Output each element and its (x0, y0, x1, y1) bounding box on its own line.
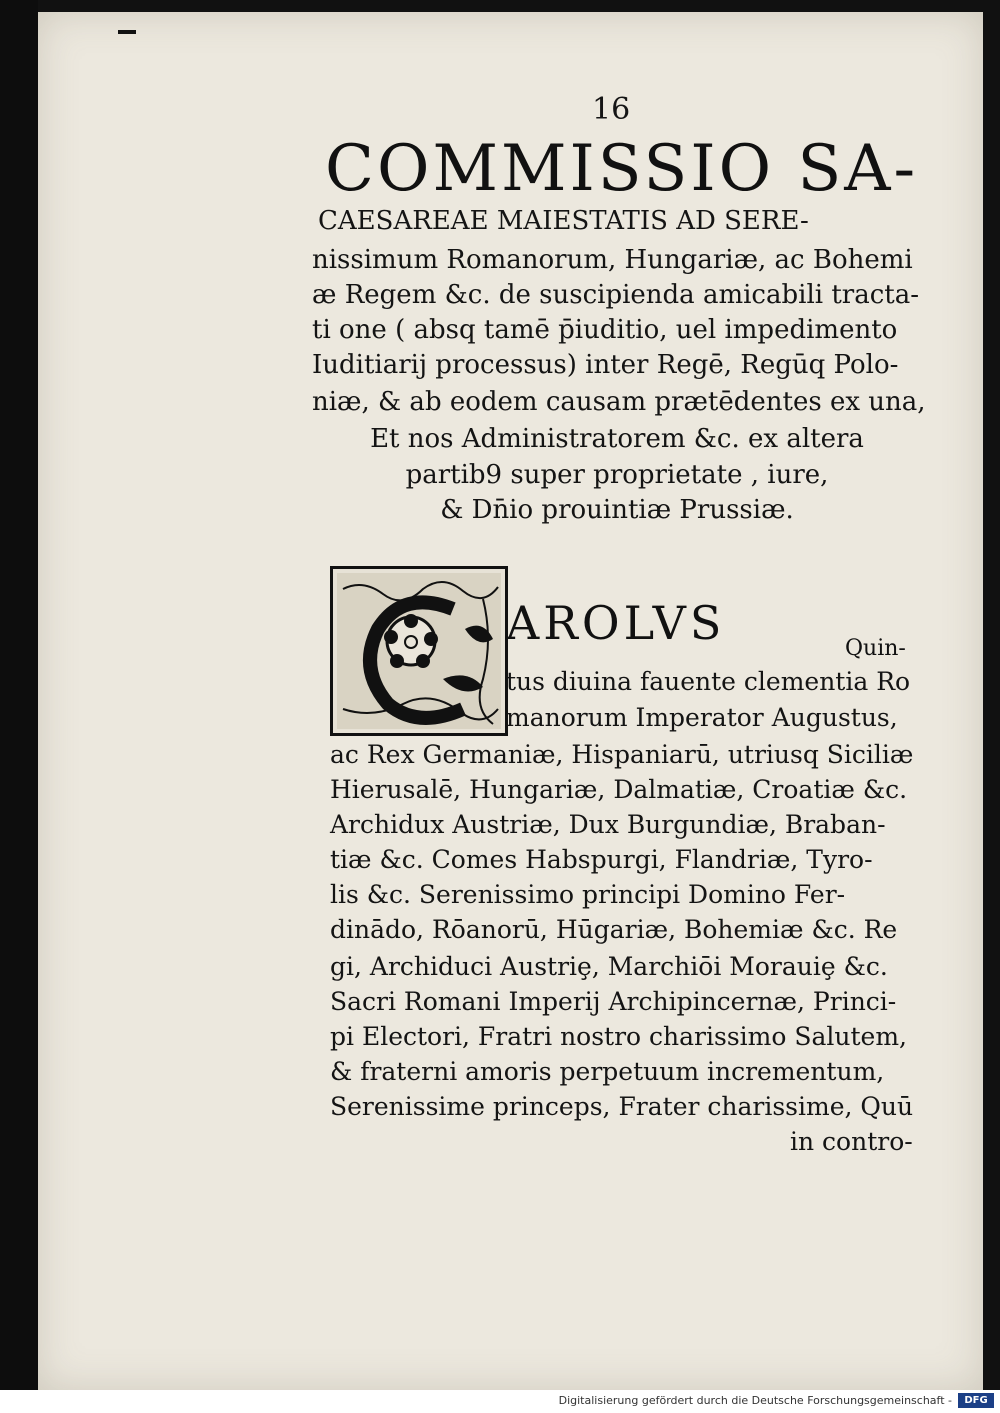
heading-line-3: æ Regem &c. de suscipienda amicabili tracta- (312, 280, 920, 310)
footer-bar (0, 1390, 1000, 1413)
body-line-7: lis &c. Serenissimo principi Domino Fer- (330, 880, 846, 909)
heading-line-4: ti one ( absq tamē p̄iuditio, uel impedimento (312, 315, 898, 345)
scan-mark (118, 30, 136, 34)
dfg-logo-icon: DFG (958, 1393, 994, 1408)
body-line-9: gi, Archiduci Austriȩ, Marchiōi Morauiȩ &c. (330, 952, 888, 981)
heading-line-9: & Dn̄io prouintiæ Prussiæ. (440, 495, 794, 525)
scan-left-edge (0, 0, 38, 1390)
body-line-1: tus diuina fauente clementia Ro (506, 667, 911, 696)
heading-line-8: partib9 super proprietate , iure, (405, 460, 829, 490)
body-line-11: pi Electori, Fratri nostro charissimo Salutem, (330, 1022, 907, 1051)
document-title: COMMISSIO SA- (325, 132, 919, 206)
heading-line-5: Iuditiarij processus) inter Regē, Regūq Polo- (312, 350, 899, 380)
body-line-12: & fraterni amoris perpetuum incrementum, (330, 1057, 885, 1086)
heading-line-2: nissimum Romanorum, Hungariæ, ac Bohemi (312, 245, 913, 275)
heading-line-7: Et nos Administratorem &c. ex altera (370, 424, 864, 454)
body-line-2: manorum Imperator Augustus, (506, 703, 898, 732)
floral-initial-icon (333, 569, 505, 733)
body-line-10: Sacri Romani Imperij Archipincernæ, Princi- (330, 987, 897, 1016)
body-line-5: Archidux Austriæ, Dux Burgundiæ, Braban- (330, 810, 886, 839)
body-line-6: tiæ &c. Comes Habspurgi, Flandriæ, Tyro- (330, 845, 873, 874)
body-line-14: in contro- (790, 1127, 913, 1156)
decorated-initial (330, 566, 508, 736)
opening-tail: Quin- (845, 636, 906, 661)
body-line-4: Hierusalē, Hungariæ, Dalmatiæ, Croatiæ &c. (330, 775, 908, 804)
body-line-13: Serenissime princeps, Frater charissime, Quū (330, 1092, 914, 1121)
page-number: 16 (592, 92, 631, 127)
opening-word: AROLVS (506, 596, 726, 650)
heading-line-1: CAESAREAE MAIESTATIS AD SERE- (318, 206, 809, 236)
heading-line-6: niæ, & ab eodem causam prætēdentes ex una, (312, 387, 926, 417)
footer-credit: Digitalisierung gefördert durch die Deutsche Forschungsgemeinschaft - (558, 1394, 952, 1407)
body-line-3: ac Rex Germaniæ, Hispaniarū, utriusq Siciliæ (330, 740, 914, 769)
body-line-8: dinādo, Rōanorū, Hūgariæ, Bohemiæ &c. Re (330, 915, 898, 944)
